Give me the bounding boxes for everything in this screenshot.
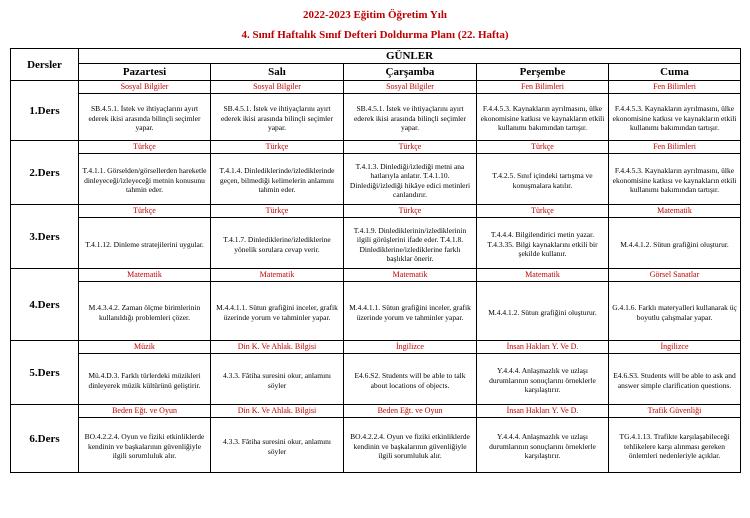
- day-header-tuesday: Salı: [211, 64, 344, 81]
- outcome-text: SB.4.5.1. İstek ve ihtiyaçlarını ayırt ederek ikisi arasında bilinçli seçimler yapar.: [88, 104, 201, 133]
- outcome-text: BO.4.2.2.4. Oyun ve fiziki etkinliklerde kendinin ve başkalarının güvenliğiyle ilgili sorumluluk alır.: [350, 432, 470, 461]
- subject-label: Matematik: [344, 269, 476, 282]
- day-header-friday: Cuma: [609, 64, 741, 81]
- subject-label: Türkçe: [79, 205, 210, 218]
- subject-label: Görsel Sanatlar: [609, 269, 740, 282]
- outcome-text-box: [211, 218, 343, 268]
- plan-cell-thursday: [477, 269, 609, 341]
- subject-label: Fen Bilimleri: [477, 81, 608, 94]
- outcome-text-box: [79, 218, 210, 268]
- plan-cell-wednesday: [344, 341, 477, 405]
- subject-label: Beden Eğt. ve Oyun: [344, 405, 476, 418]
- subject-label: Matematik: [609, 205, 740, 218]
- plan-cell-wednesday: [344, 81, 477, 141]
- outcome-text-box: [609, 154, 740, 204]
- plan-cell-tuesday: [211, 341, 344, 405]
- plan-cell-tuesday: [211, 269, 344, 341]
- subject-label: Sosyal Bilgiler: [344, 81, 476, 94]
- outcome-text-box: [211, 154, 343, 204]
- outcome-text: T.4.1.4. Dinlediklerinde/izlediklerinde geçen, bilmediği kelimelerin anlamını tahmin eder.: [219, 166, 335, 195]
- lesson-label: 4.Ders: [11, 269, 79, 341]
- plan-cell-wednesday: [344, 405, 477, 473]
- subject-label: Sosyal Bilgiler: [211, 81, 343, 94]
- outcome-text-box: [344, 218, 476, 268]
- outcome-text: SB.4.5.1. İstek ve ihtiyaçlarını ayırt ederek ikisi arasında bilinçli seçimler yapar.: [220, 104, 334, 133]
- plan-cell-monday: [79, 269, 211, 341]
- subject-label: Trafik Güvenliği: [609, 405, 740, 418]
- outcome-text-box: [477, 282, 608, 340]
- subject-label: Fen Bilimleri: [609, 81, 740, 94]
- outcome-text-box: [211, 354, 343, 404]
- subject-label: Matematik: [211, 269, 343, 282]
- outcome-text: F.4.4.5.3. Kaynakların ayrılmasını, ülke ekonomisine katkısı ve kaynakların etkili kullanımı bakımından tartışır.: [480, 104, 605, 133]
- outcome-text: T.4.1.7. Dinlediklerine/izlediklerine yönelik sorulara cevap verir.: [223, 235, 331, 254]
- outcome-text: Mü.4.D.3. Farklı türlerdeki müzikleri dinleyerek müzik kültürünü geliştirir.: [88, 371, 201, 390]
- outcome-text: T.4.1.12. Dinleme stratejilerini uygular.: [85, 239, 204, 249]
- subject-label: Beden Eğt. ve Oyun: [79, 405, 210, 418]
- days-group-header: GÜNLER: [79, 49, 741, 64]
- plan-cell-friday: [609, 205, 741, 269]
- lessons-column-header: Dersler: [11, 49, 79, 81]
- lesson-label: 3.Ders: [11, 205, 79, 269]
- subject-label: Matematik: [477, 269, 608, 282]
- plan-table-body: [11, 81, 741, 473]
- table-row: [11, 341, 741, 405]
- plan-cell-thursday: [477, 81, 609, 141]
- subject-label: Türkçe: [344, 141, 476, 154]
- outcome-text: 4.3.3. Fâtiha suresini okur, anlamını söyler: [222, 371, 332, 390]
- table-row: [11, 205, 741, 269]
- outcome-text-box: [609, 94, 740, 140]
- outcome-text: M.4.4.1.2. Sütun grafiğini oluşturur.: [488, 307, 597, 317]
- outcome-text-box: [477, 218, 608, 268]
- outcome-text: M.4.3.4.2. Zaman ölçme birimlerinin kullanıldığı problemleri çözer.: [88, 303, 201, 322]
- plan-cell-thursday: [477, 341, 609, 405]
- plan-cell-friday: [609, 81, 741, 141]
- plan-cell-friday: [609, 405, 741, 473]
- outcome-text: Y.4.4.4. Anlaşmazlık ve uzlaşı durumlarının sonuçlarını örneklerle karşılaştırır.: [489, 366, 596, 395]
- subject-label: İngilizce: [609, 341, 740, 354]
- outcome-text-box: [609, 418, 740, 472]
- plan-cell-wednesday: [344, 205, 477, 269]
- subject-label: Türkçe: [211, 205, 343, 218]
- outcome-text-box: [344, 282, 476, 340]
- outcome-text-box: [211, 418, 343, 472]
- outcome-text-box: [477, 94, 608, 140]
- outcome-text-box: [344, 354, 476, 404]
- outcome-text: T.4.1.9. Dinlediklerinin/izlediklerinin ilgili görüşlerini ifade eder. T.4.1.8. Dinlediklerine/izlediklerine farklı başlıklar önerir.: [353, 225, 467, 263]
- outcome-text-box: [79, 282, 210, 340]
- outcome-text-box: [211, 282, 343, 340]
- day-header-thursday: Perşembe: [477, 64, 609, 81]
- subject-label: Türkçe: [344, 205, 476, 218]
- outcome-text: SB.4.5.1. İstek ve ihtiyaçlarını ayırt ederek ikisi arasında bilinçli seçimler yapar.: [353, 104, 467, 133]
- outcome-text: T.4.1.1. Görselden/görsellerden hareketle dinleyeceği/izleyeceği metnin konusunu tahmin eder.: [82, 166, 207, 195]
- subject-label: Türkçe: [477, 141, 608, 154]
- subject-label: Sosyal Bilgiler: [79, 81, 210, 94]
- plan-cell-monday: [79, 81, 211, 141]
- subject-label: Müzik: [79, 341, 210, 354]
- outcome-text-box: [477, 154, 608, 204]
- outcome-text-box: [609, 282, 740, 340]
- weekly-plan-table: [10, 48, 741, 473]
- subject-label: Din K. Ve Ahlak. Bilgisi: [211, 341, 343, 354]
- outcome-text: F.4.4.5.3. Kaynakların ayrılmasını, ülke ekonomisine katkısı ve kaynakların etkili kullanımı bakımından tartışır.: [612, 104, 737, 133]
- outcome-text-box: [609, 218, 740, 268]
- outcome-text-box: [79, 154, 210, 204]
- plan-cell-tuesday: [211, 81, 344, 141]
- table-row: [11, 141, 741, 205]
- table-row: [11, 81, 741, 141]
- outcome-text: TG.4.1.13. Trafikte karşılaşabileceği tehlikelere karşı alınması gereken önlemleri nedenleriyle açıklar.: [619, 432, 730, 461]
- lesson-label: 5.Ders: [11, 341, 79, 405]
- plan-cell-friday: [609, 269, 741, 341]
- outcome-text-box: [344, 418, 476, 472]
- outcome-text-box: [477, 418, 608, 472]
- outcome-text: F.4.4.5.3. Kaynakların ayrılmasını, ülke ekonomisine katkısı ve kaynakların etkili kullanımı bakımından tartışır.: [612, 166, 737, 195]
- plan-cell-monday: [79, 141, 211, 205]
- plan-cell-tuesday: [211, 205, 344, 269]
- subject-label: Türkçe: [79, 141, 210, 154]
- outcome-text-box: [79, 94, 210, 140]
- outcome-text-box: [79, 354, 210, 404]
- outcome-text-box: [344, 154, 476, 204]
- plan-cell-monday: [79, 405, 211, 473]
- outcome-text: G.4.1.6. Farklı materyalleri kullanarak üç boyutlu çalışmalar yapar.: [612, 303, 737, 322]
- lesson-label: 2.Ders: [11, 141, 79, 205]
- plan-cell-tuesday: [211, 141, 344, 205]
- plan-cell-friday: [609, 341, 741, 405]
- table-row: [11, 269, 741, 341]
- subject-label: Türkçe: [477, 205, 608, 218]
- lesson-label: 6.Ders: [11, 405, 79, 473]
- outcome-text-box: [609, 354, 740, 404]
- subject-label: Matematik: [79, 269, 210, 282]
- plan-cell-wednesday: [344, 269, 477, 341]
- plan-cell-thursday: [477, 205, 609, 269]
- plan-cell-thursday: [477, 405, 609, 473]
- plan-cell-tuesday: [211, 405, 344, 473]
- outcome-text-box: [79, 418, 210, 472]
- subject-label: İngilizce: [344, 341, 476, 354]
- outcome-text: E4.6.S3. Students will be able to ask and answer simple clarification questions.: [613, 371, 736, 390]
- table-row: [11, 405, 741, 473]
- plan-cell-monday: [79, 341, 211, 405]
- document-title-year: 2022-2023 Eğitim Öğretim Yılı: [303, 9, 447, 21]
- outcome-text-box: [211, 94, 343, 140]
- outcome-text: M.4.4.1.1. Sütun grafiğini inceler, grafik üzerinde yorum ve tahminler yapar.: [216, 303, 338, 322]
- subject-label: Din K. Ve Ahlak. Bilgisi: [211, 405, 343, 418]
- subject-label: Fen Bilimleri: [609, 141, 740, 154]
- outcome-text: T.4.4.4. Bilgilendirici metin yazar. T.4.3.35. Bilgi kaynaklarını etkili bir şekilde kullanır.: [487, 230, 598, 259]
- day-header-wednesday: Çarşamba: [344, 64, 477, 81]
- plan-cell-friday: [609, 141, 741, 205]
- day-header-monday: Pazartesi: [79, 64, 211, 81]
- outcome-text: M.4.4.1.2. Sütun grafiğini oluşturur.: [620, 239, 729, 249]
- outcome-text: M.4.4.1.1. Sütun grafiğini inceler, grafik üzerinde yorum ve tahminler yapar.: [349, 303, 471, 322]
- subject-label: İnsan Hakları Y. Ve D.: [477, 341, 608, 354]
- plan-cell-monday: [79, 205, 211, 269]
- outcome-text-box: [344, 94, 476, 140]
- outcome-text: Y.4.4.4. Anlaşmazlık ve uzlaşı durumlarının sonuçlarını örneklerle karşılaştırır.: [489, 432, 596, 461]
- subject-label: İnsan Hakları Y. Ve D.: [477, 405, 608, 418]
- outcome-text: 4.3.3. Fâtiha suresini okur, anlamını söyler: [222, 437, 332, 456]
- lesson-label: 1.Ders: [11, 81, 79, 141]
- outcome-text: E4.6.S2. Students will be able to talk about locations of objects.: [354, 371, 466, 390]
- subject-label: Türkçe: [211, 141, 343, 154]
- document-title-plan: 4. Sınıf Haftalık Sınıf Defteri Doldurma Planı (22. Hafta): [241, 29, 509, 41]
- outcome-text: T.4.1.3. Dinlediği/izlediği metni ana hatlarıyla anlatır. T.4.1.10. Dinlediği/izlediği hikâye edici metinleri canlandırır.: [349, 161, 471, 199]
- outcome-text: BO.4.2.2.4. Oyun ve fiziki etkinliklerde kendinin ve başkalarının güvenliğiyle ilgili sorumluluk alır.: [84, 432, 205, 461]
- outcome-text: T.4.2.5. Sınıf içindeki tartışma ve konuşmalara katılır.: [492, 171, 593, 190]
- outcome-text-box: [477, 354, 608, 404]
- plan-cell-wednesday: [344, 141, 477, 205]
- plan-cell-thursday: [477, 141, 609, 205]
